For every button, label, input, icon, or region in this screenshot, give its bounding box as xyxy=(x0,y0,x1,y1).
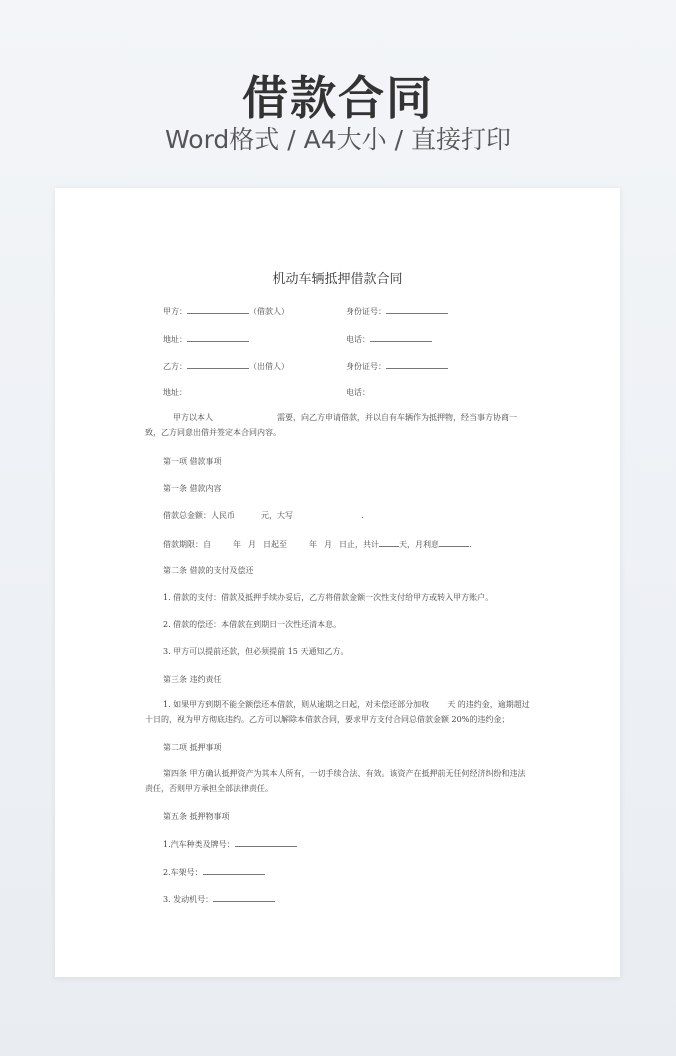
term-total-label: 日止，共计 xyxy=(339,540,379,549)
term-day-1: 日起至 xyxy=(263,540,287,549)
engine-number-blank xyxy=(213,893,275,902)
term-days-blank xyxy=(379,538,399,547)
id-b-blank xyxy=(386,360,448,369)
amount-row xyxy=(163,510,364,521)
clause-3: 3. 甲方可以提前还款，但必须提前 15 天通知乙方。 xyxy=(163,647,349,656)
article-2-heading: 第二条 借款的支付及偿还 xyxy=(163,566,254,575)
frame-number-row xyxy=(163,866,265,878)
breach-text-a: 1. 如果甲方到期不能全额偿还本借款，则从逾期之日起，对未偿还部分加收 xyxy=(163,700,430,709)
article-5-heading: 第五条 抵押物事项 xyxy=(163,812,230,821)
term-year-2: 年 xyxy=(309,540,317,549)
term-row xyxy=(163,538,472,550)
vehicle-type-label: 1.汽车种类及牌号： xyxy=(163,840,235,849)
party-a-role: （借款人） xyxy=(249,307,289,316)
frame-number-blank xyxy=(203,866,265,875)
frame-number-label: 2.车架号： xyxy=(163,868,203,877)
party-b-label: 乙方： xyxy=(163,362,187,371)
address-label-2: 地址： xyxy=(163,388,187,397)
phone-label-1: 电话： xyxy=(346,335,370,344)
engine-number-label: 3. 发动机号： xyxy=(163,895,214,904)
address-label-1: 地址： xyxy=(163,335,187,344)
breach-paragraph xyxy=(145,697,530,727)
party-b-blank xyxy=(187,360,249,369)
term-month-1: 月 xyxy=(248,540,256,549)
party-a-label: 甲方： xyxy=(163,307,187,316)
vehicle-type-row xyxy=(163,838,297,850)
term-end: . xyxy=(469,540,472,549)
term-year-1: 年 xyxy=(233,540,241,549)
section-2-heading: 第二项 抵押事项 xyxy=(163,743,222,752)
clause-2: 2. 借款的偿还：本借款在到期日一次性还清本息。 xyxy=(163,620,342,629)
party-a-row xyxy=(163,305,289,317)
phone-row-2 xyxy=(346,387,370,398)
term-start-label: 借款期限：自 xyxy=(163,540,211,549)
id-b-row xyxy=(346,360,448,372)
amount-end: . xyxy=(361,511,364,520)
intro-text-b: 需要，向乙方申请借款，并以自有车辆作为抵押物，经当事方协商一致，乙方同意出借并签定本合同内容。 xyxy=(145,413,517,437)
intro-paragraph xyxy=(145,410,530,440)
page-title: 借款合同 xyxy=(242,71,434,125)
document-page xyxy=(55,188,620,977)
address-blank-1 xyxy=(187,333,249,342)
term-month-2: 月 xyxy=(324,540,332,549)
document-title: 机动车辆抵押借款合同 xyxy=(272,272,403,287)
term-interest-blank xyxy=(439,538,469,547)
party-a-blank xyxy=(187,305,249,314)
intro-text-a: 甲方以本人 xyxy=(173,413,213,422)
vehicle-type-blank xyxy=(235,838,297,847)
breach-text-b: 天 的违约金，逾期超过十日的，视为甲方彻底违约。乙方可以解除本借款合同，要求甲方支付合同总借款金额 20%的违约金； xyxy=(145,700,530,724)
article-3-heading: 第三条 违约责任 xyxy=(163,675,222,684)
article-4-paragraph: 第四条 甲方确认抵押资产为其本人所有，一切手续合法、有效。该资产在抵押前无任何经济纠纷和违法责任，否则甲方承担全部法律责任。 xyxy=(145,769,526,793)
amount-unit: 元，大写 xyxy=(261,511,293,520)
party-b-row xyxy=(163,360,289,372)
phone-label-2: 电话： xyxy=(346,388,370,397)
amount-label: 借款总金额：人民币 xyxy=(163,511,235,520)
id-b-label: 身份证号： xyxy=(346,362,386,371)
engine-number-row xyxy=(163,893,275,905)
id-a-label: 身份证号： xyxy=(346,307,386,316)
term-interest-label: 天，月利息 xyxy=(399,540,439,549)
id-a-row xyxy=(346,305,448,317)
address-row-1 xyxy=(163,333,249,345)
address-row-2 xyxy=(163,387,187,398)
section-1-heading: 第一项 借款事项 xyxy=(163,457,222,466)
party-b-role: （出借人） xyxy=(249,362,289,371)
phone-row-1 xyxy=(346,333,432,345)
clause-1: 1. 借款的支付：借款及抵押手续办妥后，乙方将借款金额一次性支付给甲方或转入甲方账户。 xyxy=(163,593,494,602)
page-subtitle: Word格式 / A4大小 / 直接打印 xyxy=(165,125,511,154)
phone-blank-1 xyxy=(370,333,432,342)
id-a-blank xyxy=(386,305,448,314)
article-1-heading: 第一条 借款内容 xyxy=(163,484,222,493)
